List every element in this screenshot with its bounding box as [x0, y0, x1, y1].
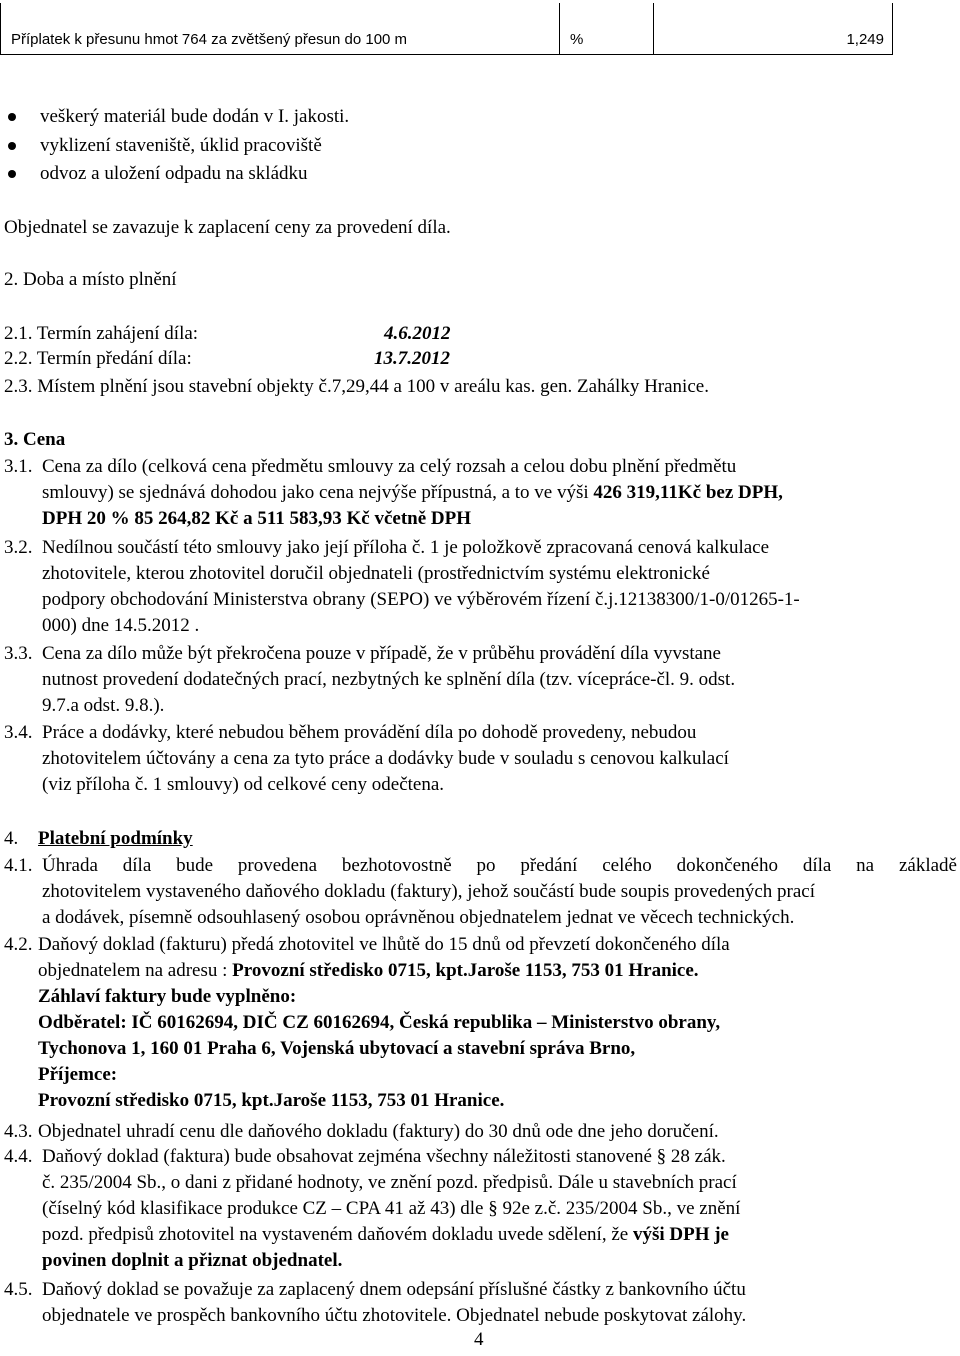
- paragraph-line: zhotovitelem účtovány a cena za tyto práce a dodávky bude v souladu s cenovou kalkulací: [42, 748, 729, 769]
- paragraph-3-1: [42, 454, 922, 532]
- paragraph-number: 4.3.: [4, 1121, 33, 1142]
- paragraph-line: podpory obchodování Ministerstva obrany (SEPO) ve výběrovém řízení č.j.12138300/1-0/01265-1-: [42, 589, 800, 610]
- paragraph-line: Daňový doklad (fakturu) předá zhotovitel ve lhůtě do 15 dnů od převzetí dokončeného díla: [38, 934, 730, 955]
- paragraph-3-3: [42, 641, 922, 719]
- paragraph-4-2: [38, 932, 918, 1114]
- recipient-label: Příjemce:: [38, 1064, 118, 1085]
- table-value: 1,249: [846, 31, 884, 48]
- paragraph-4-3: Objednatel uhradí cenu dle daňového dokladu (faktury) do 30 dnů ode dne jeho doručení.: [38, 1121, 719, 1142]
- paragraph-3-2: [42, 535, 942, 639]
- vat-line: DPH 20 % 85 264,82 Kč a 511 583,93 Kč včetně DPH: [42, 508, 472, 529]
- page-number: 4: [474, 1329, 484, 1350]
- paragraph-number: 3.1.: [4, 456, 33, 477]
- bullet-icon: [8, 170, 16, 178]
- price-excl-vat: 426 319,11Kč bez DPH,: [593, 482, 783, 503]
- invoice-address: Provozní středisko 0715, kpt.Jaroše 1153, 753 01 Hranice.: [232, 960, 699, 981]
- paragraph-line: Cena za dílo může být překročena pouze v případě, že v průběhu provádění díla vyvstane: [42, 643, 721, 664]
- handover-date-label: 2.2. Termín předání díla:: [4, 348, 192, 369]
- paragraph-line: a dodávek, písemně odsouhlasený osobou oprávněnou objednatelem jednat ve věcech technických.: [42, 907, 795, 928]
- paragraph-line: (viz příloha č. 1 smlouvy) od celkové ceny odečtena.: [42, 774, 445, 795]
- paragraph-line: (číselný kód klasifikace produkce CZ – CPA 41 až 43) dle § 92e z.č. 235/2004 Sb., ve znění: [42, 1198, 741, 1219]
- paragraph-number: 3.4.: [4, 722, 33, 743]
- bullet-icon: [8, 113, 16, 121]
- start-date-value: 4.6.2012: [384, 323, 451, 344]
- table-item-text: Příplatek k přesunu hmot 764 za zvětšený přesun do 100 m: [11, 31, 408, 48]
- customer-address: Tychonova 1, 160 01 Praha 6, Vojenská ubytovací a stavební správa Brno,: [38, 1038, 636, 1059]
- section-4-heading: Platební podmínky: [38, 828, 193, 849]
- paragraph-4-1: [42, 853, 957, 931]
- table-unit: %: [570, 31, 584, 48]
- paragraph-number: 3.3.: [4, 643, 33, 664]
- paragraph-line: Úhrada díla bude provedena bezhotovostně po předání celého dokončeného díla na základě: [42, 855, 957, 876]
- paragraph-4-4: [42, 1144, 922, 1274]
- paragraph-line: Daňový doklad (faktura) bude obsahovat zejména všechny náležitosti stanovené § 28 zák.: [42, 1146, 726, 1167]
- paragraph-line: [38, 958, 918, 984]
- customer-line: Odběratel: IČ 60162694, DIČ CZ 60162694, Česká republika – Ministerstvo obrany,: [38, 1012, 721, 1033]
- paragraph-line: č. 235/2004 Sb., o dani z přidané hodnoty, ve znění pozd. předpisů. Dále u stavebních prací: [42, 1172, 737, 1193]
- invoice-header-label: Záhlaví faktury bude vyplněno:: [38, 986, 297, 1007]
- paragraph-line: [42, 1222, 922, 1248]
- text-run-bold: výši DPH je: [632, 1224, 729, 1245]
- paragraph-line: 000) dne 14.5.2012 .: [42, 615, 200, 636]
- paragraph-line: 9.7.a odst. 9.8.).: [42, 695, 165, 716]
- paragraph-line: Nedílnou součástí této smlouvy jako její příloha č. 1 je položkově zpracovaná cenová kalkulace: [42, 537, 770, 558]
- bullet-text: vyklizení staveniště, úklid pracoviště: [40, 135, 322, 156]
- paragraph-line: Daňový doklad se považuje za zaplacený dnem odepsání příslušné částky z bankovního účtu: [42, 1279, 746, 1300]
- paragraph-line: objednatele ve prospěch bankovního účtu zhotovitele. Objednatel nebude poskytovat zálohy.: [42, 1305, 747, 1326]
- paragraph-line: zhotovitele, kterou zhotovitel doručil objednateli (prostřednictvím systému elektronické: [42, 563, 710, 584]
- place-of-performance: 2.3. Místem plnění jsou stavební objekty č.7,29,44 a 100 v areálu kas. gen. Zahálky Hranice.: [4, 376, 709, 397]
- section-2-heading: 2. Doba a místo plnění: [4, 269, 177, 290]
- paragraph-line: nutnost provedení dodatečných prací, nezbytných ke splnění díla (tzv. vícepráce-čl. 9. odst.: [42, 669, 736, 690]
- text-run: smlouvy) se sjednává dohodou jako cena nejvýše přípustná, a to ve výši: [42, 482, 594, 503]
- intro-text: Objednatel se zavazuje k zaplacení ceny za provedení díla.: [4, 217, 451, 238]
- paragraph-number: 4.5.: [4, 1279, 33, 1300]
- bullet-text: veškerý materiál bude dodán v I. jakosti.: [40, 106, 350, 127]
- section-4-number: 4.: [4, 828, 19, 849]
- paragraph-number: 4.4.: [4, 1146, 33, 1167]
- handover-date-value: 13.7.2012: [374, 348, 450, 369]
- section-3-heading: 3. Cena: [4, 429, 66, 450]
- paragraph-3-4: [42, 720, 922, 798]
- start-date-label: 2.1. Termín zahájení díla:: [4, 323, 199, 344]
- price-table: [0, 3, 893, 55]
- paragraph-line: [42, 480, 922, 506]
- table-divider: [653, 3, 654, 54]
- paragraph-number: 4.2.: [4, 934, 33, 955]
- paragraph-number: 4.1.: [4, 855, 33, 876]
- paragraph-line: Cena za dílo (celková cena předmětu smlouvy za celý rozsah a celou dobu plnění předmětu: [42, 456, 737, 477]
- paragraph-line: povinen doplnit a přiznat objednatel.: [42, 1250, 343, 1271]
- text-run: pozd. předpisů zhotovitel na vystaveném daňovém dokladu uvede sdělení, že: [42, 1224, 633, 1245]
- paragraph-line: zhotovitelem vystaveného daňového dokladu (faktury), jehož součástí bude soupis provedených prací: [42, 881, 815, 902]
- paragraph-line: Práce a dodávky, které nebudou během provádění díla po dohodě provedeny, nebudou: [42, 722, 697, 743]
- paragraph-4-5: [42, 1277, 922, 1329]
- paragraph-number: 3.2.: [4, 537, 33, 558]
- table-divider: [559, 3, 560, 54]
- recipient-address: Provozní středisko 0715, kpt.Jaroše 1153, 753 01 Hranice.: [38, 1090, 505, 1111]
- text-run: objednatelem na adresu :: [38, 960, 233, 981]
- bullet-text: odvoz a uložení odpadu na skládku: [40, 163, 308, 184]
- bullet-icon: [8, 142, 16, 150]
